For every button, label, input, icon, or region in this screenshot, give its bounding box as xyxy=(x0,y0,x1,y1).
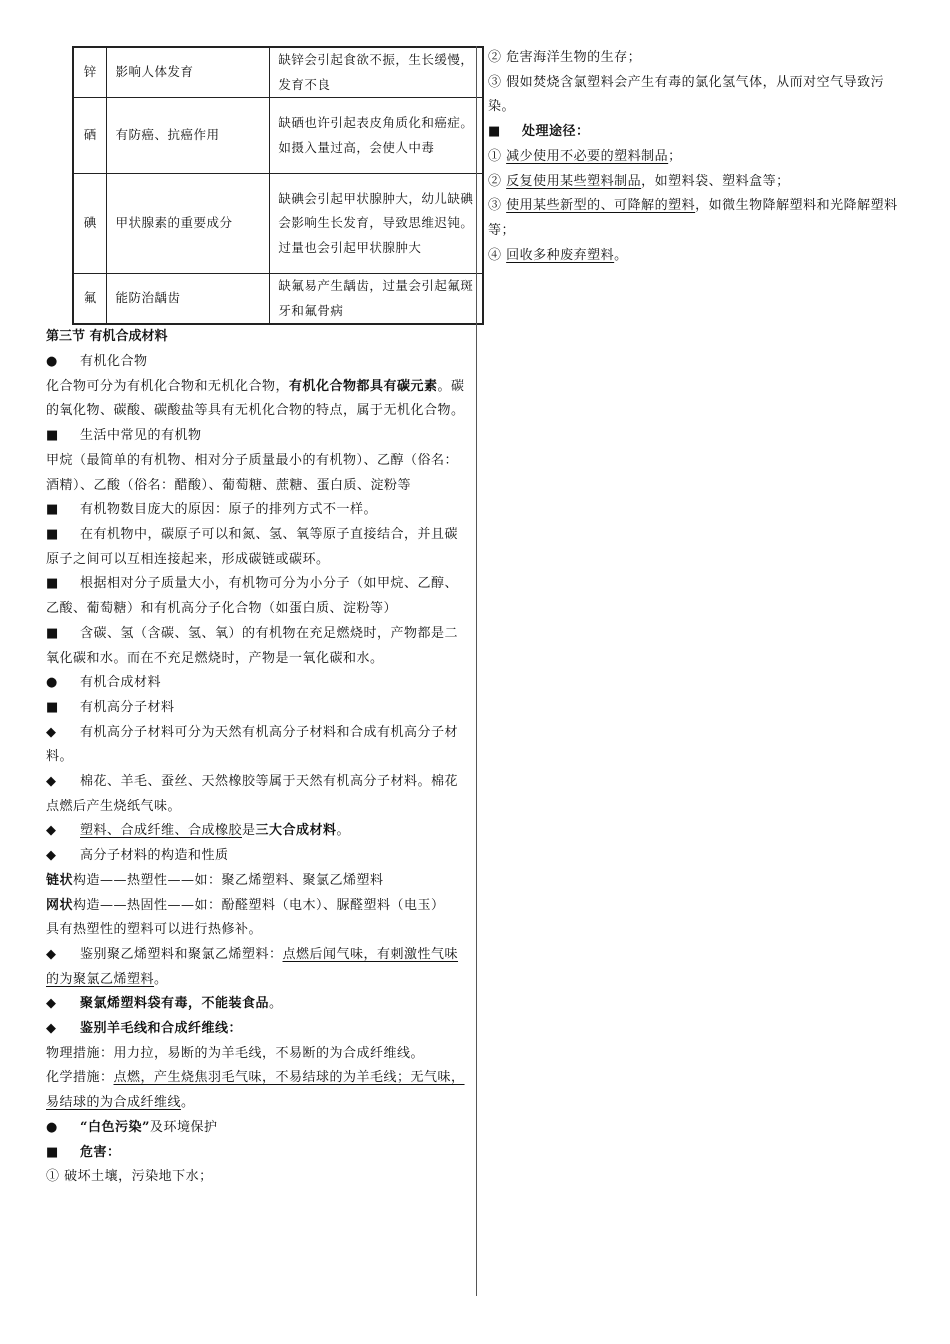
line-network-structure: 网状构造——热固性——如：酚醛塑料（电木）、脲醛塑料（电玉） xyxy=(46,897,445,913)
element-cell: 硒 xyxy=(73,98,107,174)
line-chemical-method: 化学措施：点燃，产生烧焦羽毛气味，不易结球的为羊毛线；无气味，易结球的为合成纤维线。 xyxy=(46,1070,465,1111)
table-row xyxy=(73,274,483,325)
right-column xyxy=(488,46,908,268)
bullet-circle: ● xyxy=(46,1119,58,1135)
solution-1: ① 减少使用不必要的塑料制品； xyxy=(488,148,682,164)
heading-structure-properties: ◆ 高分子材料的构造和性质 xyxy=(46,844,468,869)
line-harm-3: ③ 假如焚烧含氯塑料会产生有毒的氯化氢气体，从而对空气导致污染。 xyxy=(488,74,885,115)
item-combustion: ■ 含碳、氢（含碳、氢、氧）的有机物在充足燃烧时，产物都是二氧化碳和水。而在不充足燃烧时，产物是一氧化碳和水。 xyxy=(46,622,468,671)
bullet-square: ■ xyxy=(488,124,501,140)
item-pvc-toxic: ◆ 聚氯烯塑料袋有毒，不能装食品。 xyxy=(46,992,468,1017)
heading-solutions: ■ 处理途径： xyxy=(488,120,908,145)
function-cell: 能防治龋齿 xyxy=(107,274,270,325)
solution-2: ② 反复使用某些塑料制品，如塑料袋、塑料盒等； xyxy=(488,173,790,189)
item-reason-count: ■ 有机物数目庞大的原因：原子的排列方式不一样。 xyxy=(46,498,468,523)
bullet-square: ■ xyxy=(46,428,59,444)
heading-harms: ■ 危害： xyxy=(46,1141,468,1166)
bullet-diamond: ◆ xyxy=(46,996,57,1012)
left-column xyxy=(46,46,474,1190)
function-cell: 甲状腺素的重要成分 xyxy=(107,174,270,274)
bullet-diamond: ◆ xyxy=(46,724,57,740)
solution-3: ③ 使用某些新型的、可降解的塑料，如微生物降解塑料和光降解塑料等； xyxy=(488,198,898,238)
table-row xyxy=(73,174,483,274)
bullet-square: ■ xyxy=(46,699,59,715)
element-cell: 碘 xyxy=(73,174,107,274)
heading-polymer-materials: ■ 有机高分子材料 xyxy=(46,696,468,721)
section-title: 第三节 有机合成材料 xyxy=(46,329,168,345)
trace-element-table xyxy=(72,46,484,325)
heading-synthetic-materials: ● 有机合成材料 xyxy=(46,671,468,696)
item-identify-plastics: ◆ 鉴别聚乙烯塑料和聚氯乙烯塑料：点燃后闻气味，有刺激性气味的为聚氯乙烯塑料。 xyxy=(46,943,468,992)
function-cell: 有防癌、抗癌作用 xyxy=(107,98,270,174)
table-row xyxy=(73,98,483,174)
element-cell: 锌 xyxy=(73,47,107,98)
bullet-diamond: ◆ xyxy=(46,823,57,839)
element-cell: 氟 xyxy=(73,274,107,325)
bullet-diamond: ◆ xyxy=(46,946,57,962)
paragraph-organic-definition: 化合物可分为有机化合物和无机化合物，有机化合物都具有碳元素。碳的氧化物、碳酸、碳酸盐等具有无机化合物的特点，属于无机化合物。 xyxy=(46,378,465,419)
item-molecule-size: ■ 根据相对分子质量大小，有机物可分为小分子（如甲烷、乙醇、乙酸、葡萄糖）和有机高分子化合物（如蛋白质、淀粉等） xyxy=(46,572,468,621)
bullet-square: ■ xyxy=(46,502,59,518)
bullet-square: ■ xyxy=(46,576,59,592)
paragraph-common-organics: 甲烷（最简单的有机物、相对分子质量最小的有机物）、乙醇（俗名：酒精）、乙酸（俗名：醋酸）、葡萄糖、蔗糖、蛋白质、淀粉等 xyxy=(46,452,459,493)
column-divider xyxy=(476,46,477,1296)
heading-common-organics: ■ 生活中常见的有机物 xyxy=(46,424,468,449)
item-carbon-bonding: ■ 在有机物中，碳原子可以和氮、氢、氧等原子直接结合，并且碳原子之间可以互相连接起来，形成碳链或碳环。 xyxy=(46,523,468,572)
effect-cell: 缺氟易产生龋齿，过量会引起氟斑牙和氟骨病 xyxy=(270,274,483,325)
bullet-diamond: ◆ xyxy=(46,1021,57,1037)
heading-organic-compounds: ● 有机化合物 xyxy=(46,350,468,375)
bullet-circle: ● xyxy=(46,354,58,370)
line-chain-structure: 链状构造——热塑性——如：聚乙烯塑料、聚氯乙烯塑料 xyxy=(46,872,384,888)
effect-cell: 缺硒也许引起表皮角质化和癌症。如摄入量过高，会使人中毒 xyxy=(270,98,483,174)
line-harm-2: ② 危害海洋生物的生存； xyxy=(488,50,642,65)
table-row xyxy=(73,47,483,98)
bullet-square: ■ xyxy=(46,1144,59,1160)
solution-4: ④ 回收多种废弃塑料。 xyxy=(488,247,628,263)
bullet-diamond: ◆ xyxy=(46,774,57,790)
line-physical-method: 物理措施：用力拉，易断的为羊毛线，不易断的为合成纤维线。 xyxy=(46,1045,425,1061)
heading-white-pollution: ● “白色污染”及环境保护 xyxy=(46,1116,468,1141)
bullet-diamond: ◆ xyxy=(46,848,57,864)
bullet-circle: ● xyxy=(46,675,58,691)
item-three-synthetics: ◆ 塑料、合成纤维、合成橡胶是三大合成材料。 xyxy=(46,819,468,844)
bullet-square: ■ xyxy=(46,527,59,542)
line-harm-1: ① 破坏土壤，污染地下水； xyxy=(46,1169,213,1185)
effect-cell: 缺锌会引起食欲不振，生长缓慢，发育不良 xyxy=(270,47,483,98)
effect-cell: 缺碘会引起甲状腺肿大，幼儿缺碘会影响生长发育，导致思维迟钝。过量也会引起甲状腺肿大 xyxy=(270,174,483,274)
item-natural-polymers: ◆ 棉花、羊毛、蚕丝、天然橡胶等属于天然有机高分子材料。棉花点燃后产生烧纸气味。 xyxy=(46,770,468,819)
heading-identify-fibers: ◆ 鉴别羊毛线和合成纤维线： xyxy=(46,1017,468,1042)
line-hot-repair: 具有热塑性的塑料可以进行热修补。 xyxy=(46,922,263,938)
item-polymer-types: ◆ 有机高分子材料可分为天然有机高分子材料和合成有机高分子材料。 xyxy=(46,721,468,770)
function-cell: 影响人体发育 xyxy=(107,47,270,98)
bullet-square: ■ xyxy=(46,625,59,641)
